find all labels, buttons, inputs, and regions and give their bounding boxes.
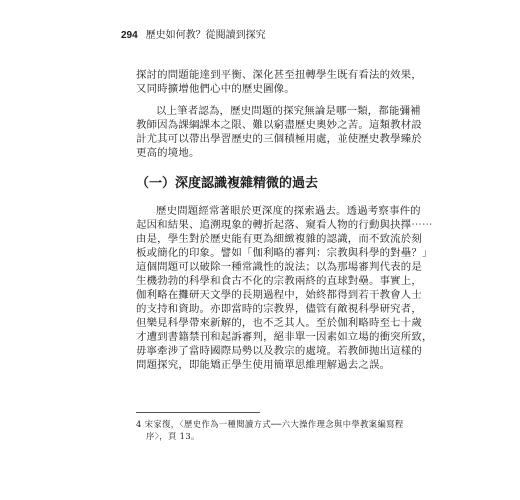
- footnote-line: 序〉，頁 13。: [146, 431, 200, 441]
- page-header: [121, 30, 266, 42]
- paragraph-line: 才遭到書籍禁刊和起訴審判，絕非單一因素如立場的衝突所致，: [136, 331, 433, 343]
- paragraph-line: 問題探究，即能矯正學生使用簡單思維理解過去之誤。: [136, 359, 391, 371]
- footnote-divider: [136, 412, 260, 413]
- paragraph-line: 伽利略在攤研天文學的長期過程中，始終都得到若干教會人士: [136, 289, 422, 301]
- paragraph-line: 由是，學生對於歷史能有更為細緻複雜的認識，而不致流於刻: [136, 233, 422, 245]
- paragraph-line: 生機勃勃的科學和食古不化的宗教兩終的直球對壘。事實上，: [136, 275, 422, 287]
- paragraph-line: 這個問題可以破除一種常識性的說法；以為那場審判代表的是: [136, 261, 422, 273]
- page-number: 294: [121, 30, 138, 41]
- paragraph-line: 的支持和資助。亦即當時的宗教界，儘管有敵視科學研究者，: [136, 303, 422, 315]
- section-heading: （一）深度認識複雜精微的過去: [136, 176, 319, 191]
- paragraph-line: 教師因為課綱課本之限、難以窮盡歷史奧妙之苦。這類教材設: [136, 119, 422, 131]
- paragraph-line: 探討的問題能達到平衡、深化甚至扭轉學生既有看法的效果，: [136, 69, 422, 81]
- running-title: 歷史如何教？從閱讀到探究: [145, 30, 266, 41]
- paragraph-line: 但樂見科學帶來新解的，也不乏其人。至於伽利略時至七十歲: [136, 317, 422, 329]
- paragraph-line: 以上筆者認為，歷史問題的探究無論是哪一類，都能彌補: [156, 105, 421, 117]
- paragraph-line: 計尤其可以帶出學習歷史的三個積極用處，並使歷史教學臻於: [136, 133, 422, 145]
- paragraph-line: 歷史問題經常著眼於更深度的探索過去。透過考察事件的: [156, 205, 421, 217]
- footnote-line: 4 宋家復，〈歷史作為一種閱讀方式──六大操作理念與中學教案編寫程: [136, 419, 404, 429]
- paragraph-line: 又同時擴增他們心中的歷史圖像。: [136, 83, 295, 95]
- paragraph-line: 板或簡化的印象。譬如「伽利略的審判：宗教與科學的對壘？」: [136, 247, 433, 259]
- paragraph-line: 起因和結果、追溯現象的轉折起落、窺看人物的行動與抉擇⋯⋯: [136, 219, 433, 231]
- paragraph-line: 更高的境地。: [136, 147, 200, 159]
- paragraph-line: 毋寧牽涉了當時國際局勢以及教宗的處境。若教師抛出這樣的: [136, 345, 422, 357]
